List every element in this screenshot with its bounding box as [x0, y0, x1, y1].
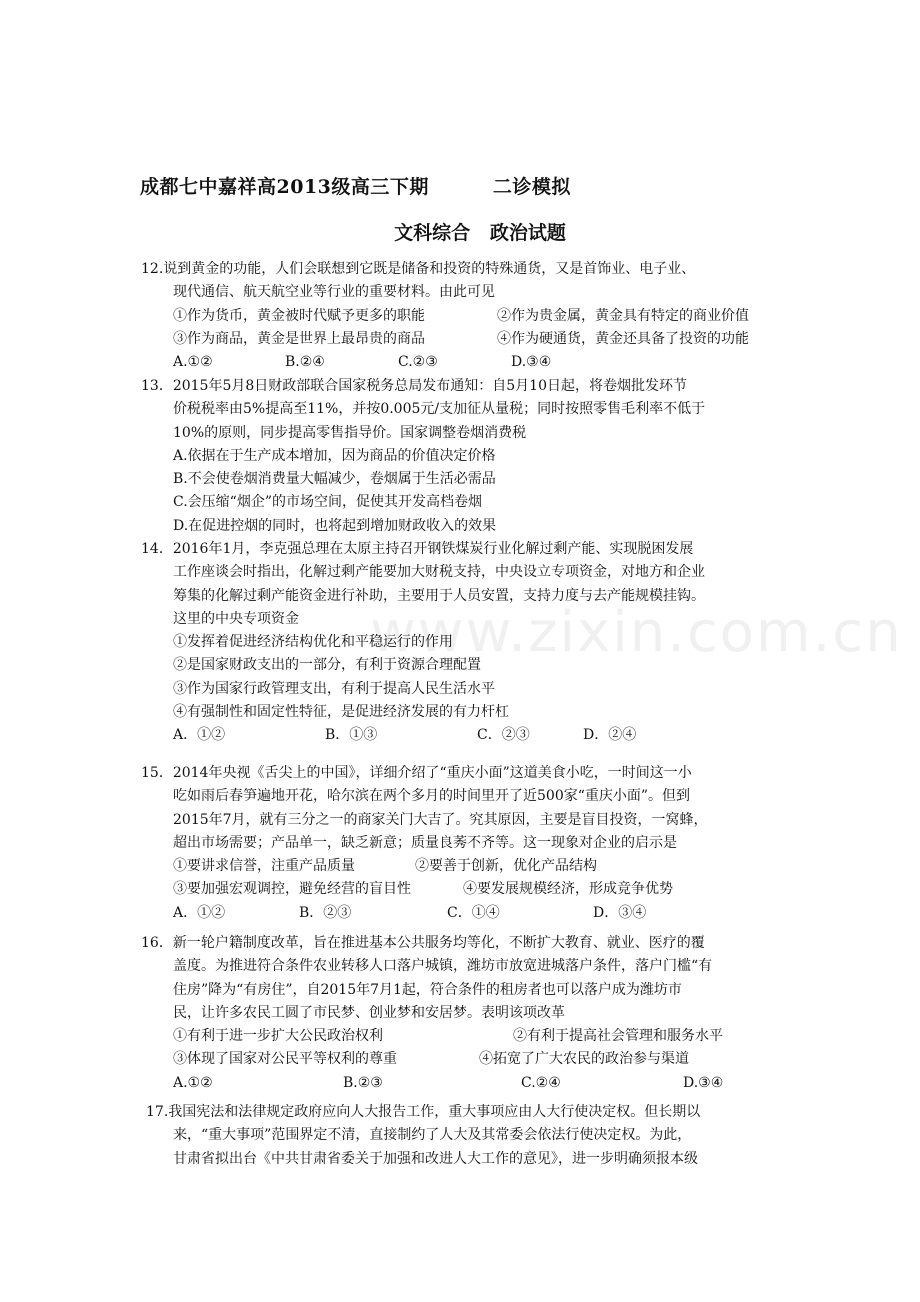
- choice[interactable]: B．②③: [299, 904, 352, 921]
- statement-row: [141, 1048, 801, 1071]
- choice[interactable]: C.②③: [398, 354, 438, 371]
- statement: ③作为国家行政管理支出，有利于提高人民生活水平: [173, 680, 495, 697]
- question-14: [141, 538, 801, 748]
- choice[interactable]: A.①②: [173, 354, 213, 371]
- choice[interactable]: A．①②: [173, 904, 226, 921]
- option[interactable]: C.会压缩“烟企”的市场空间，促使其开发高档卷烟: [173, 494, 482, 511]
- statement: ③体现了国家对公民平等权利的尊重: [173, 1051, 397, 1068]
- statement: ④作为硬通货，黄金还具备了投资的功能: [497, 330, 749, 347]
- exam-subtitle: 文科综合 政治试题: [394, 222, 566, 244]
- statement: ①要讲求信誉，注重产品质量: [173, 858, 355, 875]
- statement-row: [141, 1025, 801, 1048]
- choice[interactable]: D.③④: [511, 354, 552, 371]
- option[interactable]: A.依据在于生产成本增加，因为商品的价值决定价格: [173, 447, 496, 464]
- question-text: 13．2015年5月8日财政部联合国家税务总局发布通知：自5月10日起，将卷烟批发环节: [141, 378, 687, 394]
- question-text: 17.我国宪法和法律规定政府应向人大报告工作，重大事项应由人大行使决定权。但长期以: [146, 1104, 701, 1120]
- question-text: 住房”降为“有房住”，自2015年7月1起，符合条件的租房者也可以落户成为潍坊市: [173, 981, 682, 998]
- statement-row: [141, 855, 801, 878]
- choices-row: [141, 724, 801, 747]
- choice[interactable]: D．③④: [593, 904, 647, 921]
- statement: ④要发展规模经济，形成竞争优势: [463, 881, 673, 898]
- choice[interactable]: D．②④: [583, 727, 637, 744]
- choice[interactable]: B.②④: [285, 354, 325, 371]
- statement: ①发挥着促进经济结构优化和平稳运行的作用: [173, 634, 453, 651]
- question-16: [141, 932, 801, 1095]
- question-17: [141, 1101, 801, 1171]
- statement: ②是国家财政支出的一部分，有利于资源合理配置: [173, 657, 481, 674]
- statement: ③作为商品，黄金是世界上最昂贵的商品: [173, 330, 425, 347]
- choice[interactable]: A．①②: [173, 727, 226, 744]
- question-text: 盖度。为推进符合条件农业转移人口落户城镇，潍坊市放宽进城落户条件，落户门槛“有: [173, 958, 713, 975]
- question-text: 现代通信、航天航空业等行业的重要材料。由此可见: [173, 284, 495, 301]
- choices-row: [141, 1072, 801, 1095]
- choices-row: [141, 902, 801, 925]
- choice[interactable]: B．①③: [325, 727, 378, 744]
- question-text: 2015年7月，就有三分之一的商家关门大吉了。究其原因，主要是盲目投资，一窝蜂，: [173, 811, 708, 828]
- statement: ②要善于创新，优化产品结构: [415, 858, 597, 875]
- statement-row: [141, 305, 801, 328]
- exam-title: 成都七中嘉祥高2013级高三下期 二诊模拟: [140, 176, 571, 198]
- choice[interactable]: B.②③: [343, 1074, 383, 1091]
- statement-row: [141, 878, 801, 901]
- question-text: 吃如雨后春笋遍地开花，哈尔滨在两个多月的时间里开了近500家“重庆小面”。但到: [173, 788, 691, 805]
- option[interactable]: B.不会使卷烟消费量大幅减少，卷烟属于生活必需品: [173, 471, 496, 488]
- statement: ②作为贵金属，黄金具有特定的商业价值: [497, 307, 749, 324]
- statement: ①作为货币，黄金被时代赋予更多的职能: [173, 307, 425, 324]
- question-text: 甘肃省拟出台《中共甘肃省委关于加强和改进人大工作的意见》，进一步明确须报本级: [173, 1150, 698, 1167]
- statement: ②有利于提高社会管理和服务水平: [513, 1028, 723, 1045]
- choice[interactable]: C．②③: [477, 727, 530, 744]
- question-12: [141, 258, 801, 374]
- statement: ①有利于进一步扩大公民政治权利: [173, 1028, 383, 1045]
- choice[interactable]: D.③④: [683, 1074, 724, 1091]
- question-15: [141, 762, 801, 925]
- option[interactable]: D.在促进控烟的同时，也将起到增加财政收入的效果: [173, 517, 497, 534]
- question-text: 来，“重大事项”范围界定不清，直接制约了人大及其常委会依法行使决定权。为此，: [173, 1127, 692, 1144]
- question-text: 这里的中央专项资金: [173, 610, 299, 627]
- question-text: 14．2016年1月，李克强总理在太原主持召开钢铁煤炭行业化解过剩产能、实现脱困发展: [141, 541, 694, 557]
- choice[interactable]: C.②④: [521, 1074, 561, 1091]
- statement: ③要加强宏观调控，避免经营的盲目性: [173, 881, 411, 898]
- statement: ④拓宽了广大农民的政治参与渠道: [479, 1051, 689, 1068]
- question-text: 工作座谈会时指出，化解过剩产能要加大财税支持，中央设立专项资金，对地方和企业: [173, 564, 705, 581]
- statement: ④有强制性和固定性特征，是促进经济发展的有力杆杠: [173, 704, 509, 721]
- question-text: 超出市场需要；产品单一，缺乏新意；质量良莠不齐等。这一现象对企业的启示是: [173, 834, 677, 851]
- question-text: 民，让许多农民工圆了市民梦、创业梦和安居梦。表明该项改革: [173, 1004, 565, 1021]
- question-text: 15．2014年央视《舌尖上的中国》，详细介绍了“重庆小面”这道美食小吃，一时间这一小: [141, 765, 692, 781]
- question-text: 16．新一轮户籍制度改革，旨在推进基本公共服务均等化，不断扩大教育、就业、医疗的覆: [141, 935, 705, 951]
- question-text: 10%的原则，同步提高零售指导价。国家调整卷烟消费税: [173, 424, 527, 441]
- choice[interactable]: C．①④: [447, 904, 500, 921]
- statement-row: [141, 328, 801, 351]
- watermark: www.zixin.com.cn: [370, 600, 903, 665]
- question-text: 价税税率由5%提高至11%，并按0.005元/支加征从量税；同时按照零售毛利率不低于: [173, 401, 706, 418]
- question-text: 12.说到黄金的功能，人们会联想到它既是储备和投资的特殊通货，又是首饰业、电子业、: [141, 261, 696, 277]
- question-13: [141, 375, 801, 538]
- question-text: 筹集的化解过剩产能资金进行补助，主要用于人员安置，支持力度与去产能规模挂钩。: [173, 587, 705, 604]
- choices-row: [141, 351, 801, 374]
- choice[interactable]: A.①②: [173, 1074, 213, 1091]
